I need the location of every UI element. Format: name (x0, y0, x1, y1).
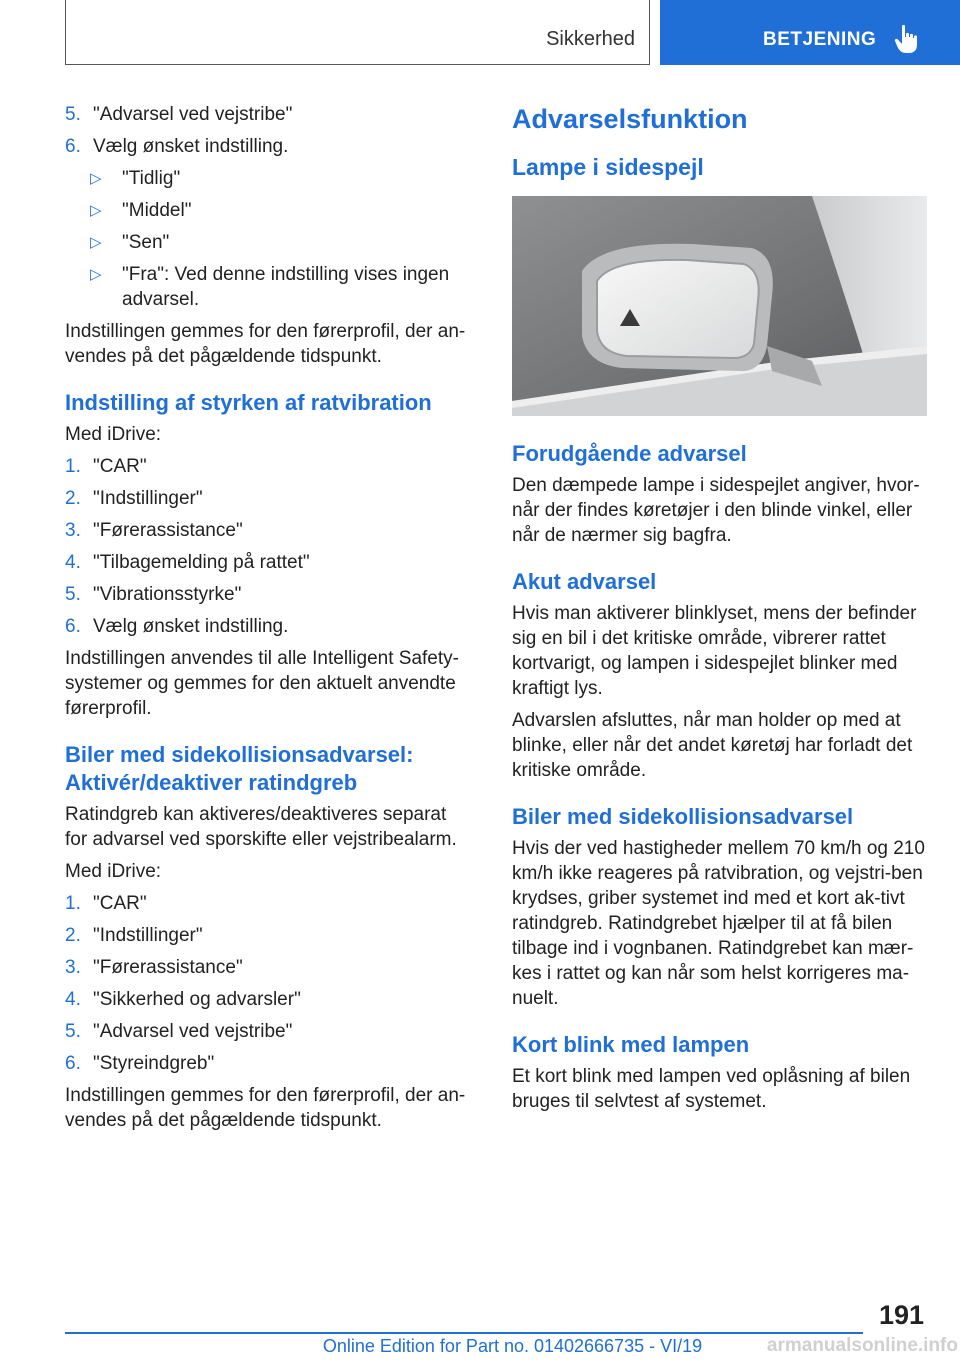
bullet-item (65, 262, 470, 312)
triangle-bullet-icon: ▷ (90, 266, 102, 283)
list-item (65, 1051, 470, 1076)
paragraph: Advarslen afsluttes, når man holder op med at blinke, eller når det andet køretøj har forladt det kritiske område. (512, 710, 913, 781)
bullet-text: "Tidlig" (122, 168, 181, 189)
right-column (512, 102, 927, 1121)
list-item (65, 891, 470, 916)
list-text: "Advarsel ved vejstribe" (93, 1021, 293, 1042)
side-mirror-illustration (512, 196, 927, 416)
list-item (65, 1019, 470, 1044)
triangle-bullet-icon: ▷ (90, 234, 102, 251)
list-item (65, 518, 470, 543)
paragraph: Med iDrive: (65, 424, 162, 445)
list-number: 2. (65, 488, 81, 509)
list-text: "Tilbagemelding på rattet" (93, 552, 310, 573)
paragraph: Et kort blink med lampen ved oplåsning af bilen bruges til selvtest af systemet. (512, 1066, 911, 1112)
list-item (65, 550, 470, 575)
list-item (65, 102, 470, 127)
watermark: armanualsonline.info (766, 1335, 958, 1356)
section-heading: Akut advarsel (512, 569, 657, 594)
list-text: "Førerassistance" (93, 520, 243, 541)
bullet-item (65, 198, 470, 223)
bullet-text: "Sen" (122, 232, 170, 253)
list-number: 2. (65, 925, 81, 946)
bullet-text: "Fra": Ved denne indstilling vises ingen advarsel. (122, 264, 450, 310)
list-text: "Førerassistance" (93, 957, 243, 978)
paragraph: Indstillingen gemmes for den førerprofil, der an-vendes på det pågældende tidspunkt. (65, 1085, 466, 1131)
pointing-hand-icon (894, 24, 920, 54)
list-item (65, 923, 470, 948)
list-item (65, 486, 470, 511)
list-number: 1. (65, 456, 81, 477)
section-heading: Indstilling af styrken af ratvibration (65, 390, 432, 415)
list-item (65, 614, 470, 639)
list-text: "Indstillinger" (93, 488, 203, 509)
list-text: Vælg ønsket indstilling. (93, 616, 289, 637)
list-number: 5. (65, 1021, 81, 1042)
paragraph: Ratindgreb kan aktiveres/deaktiveres separat for advarsel ved sporskifte eller vejstribealarm. (65, 804, 457, 850)
list-number: 6. (65, 616, 81, 637)
list-number: 4. (65, 552, 81, 573)
section-header-box (65, 0, 650, 65)
page-number: 191 (878, 1300, 924, 1330)
list-number: 5. (65, 584, 81, 605)
list-item (65, 582, 470, 607)
paragraph: Indstillingen anvendes til alle Intelligent Safety-systemer og gemmes for den aktuelt anvendte førerprofil. (65, 648, 459, 719)
list-number: 3. (65, 520, 81, 541)
list-text: Vælg ønsket indstilling. (93, 136, 289, 157)
bullet-item (65, 230, 470, 255)
list-item (65, 955, 470, 980)
paragraph: Hvis man aktiverer blinklyset, mens der befinder sig en bil i det kritiske område, vibrerer rattet kortvarigt, og lampen i sidespejlet blinker med kraftigt lys. (512, 603, 917, 699)
list-number: 1. (65, 893, 81, 914)
list-text: "Advarsel ved vejstribe" (93, 104, 293, 125)
paragraph: Indstillingen gemmes for den førerprofil, der an-vendes på det pågældende tidspunkt. (65, 321, 466, 367)
paragraph: Den dæmpede lampe i sidespejlet angiver, hvor-når der findes køretøjer i den blinde vinkel, eller når de nærmer sig bagfra. (512, 475, 920, 546)
subsection-heading: Lampe i sidespejl (512, 154, 704, 180)
triangle-bullet-icon: ▷ (90, 202, 102, 219)
triangle-bullet-icon: ▷ (90, 170, 102, 187)
list-number: 5. (65, 104, 81, 125)
list-number: 4. (65, 989, 81, 1010)
section-title: Sikkerhed (546, 28, 635, 50)
bullet-item (65, 166, 470, 191)
section-heading: Biler med sidekollisionsadvarsel (512, 804, 854, 829)
list-item (65, 987, 470, 1012)
list-item (65, 134, 470, 159)
edition-text: Online Edition for Part no. 01402666735 - VI/19 (322, 1336, 703, 1356)
bullet-text: "Middel" (122, 200, 192, 221)
list-text: "Vibrationsstyrke" (93, 584, 242, 605)
list-number: 3. (65, 957, 81, 978)
list-number: 6. (65, 136, 81, 157)
list-text: "CAR" (93, 456, 147, 477)
list-text: "Indstillinger" (93, 925, 203, 946)
paragraph: Med iDrive: (65, 861, 162, 882)
list-text: "Styreindgreb" (93, 1053, 215, 1074)
chapter-header-box (660, 0, 960, 65)
section-heading: Biler med sidekollisionsadvarsel: Aktivér/deaktiver ratindgreb (65, 742, 414, 795)
left-column (65, 102, 470, 1140)
chapter-title: BETJENING (763, 29, 877, 50)
list-item (65, 454, 470, 479)
list-number: 6. (65, 1053, 81, 1074)
list-text: "CAR" (93, 893, 147, 914)
section-heading: Forudgående advarsel (512, 441, 747, 466)
list-text: "Sikkerhed og advarsler" (93, 989, 301, 1010)
section-heading: Kort blink med lampen (512, 1032, 750, 1057)
chapter-heading: Advarselsfunktion (512, 104, 748, 134)
footer-divider (65, 1332, 863, 1334)
page-header (65, 0, 960, 65)
paragraph: Hvis der ved hastigheder mellem 70 km/h og 210 km/h ikke reageres på ratvibration, og vejstri-ben krydses, griber systemet ind med et kort ak-tivt ratindgreb. Ratindgrebet hjælper til at få bilen tilbage ind i vognbanen. Ratindgrebet kan mær-kes i rattet og kan når som helst korrigeres ma-nuelt. (512, 838, 925, 1009)
